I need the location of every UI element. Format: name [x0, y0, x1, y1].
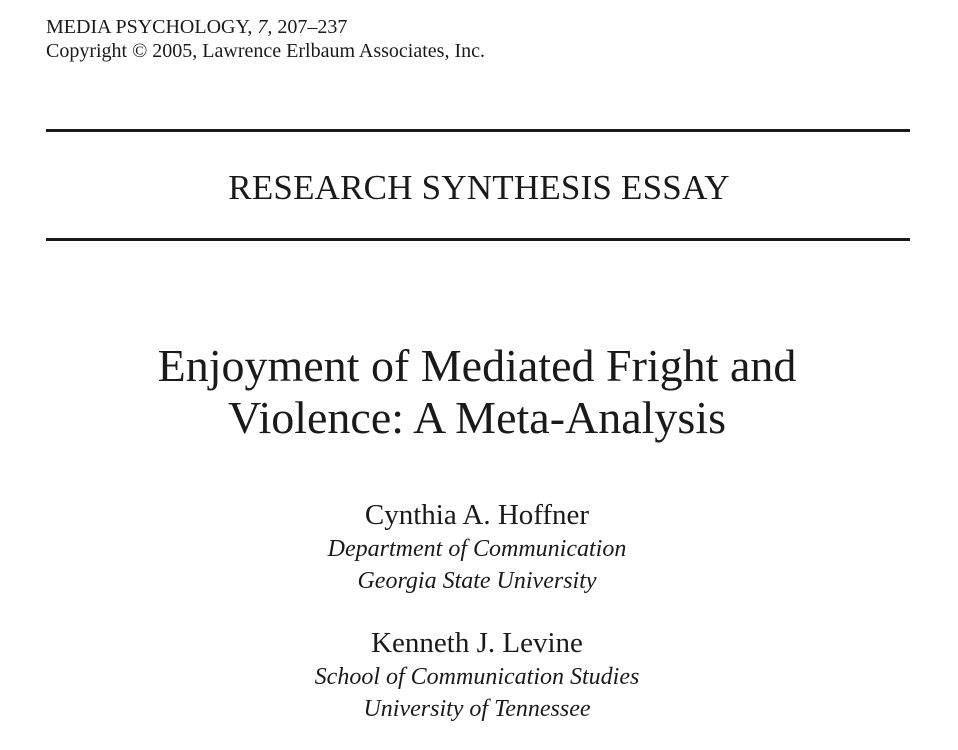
author-name: Kenneth J. Levine [371, 627, 583, 659]
journal-pages: 207–237 [277, 16, 348, 38]
author-name: Cynthia A. Hoffner [364, 499, 590, 531]
running-head [46, 15, 485, 63]
author-block-1 [0, 497, 954, 597]
copyright-line: Copyright © 2005, Lawrence Erlbaum Associates, Inc. [46, 40, 485, 62]
title-line-1: Enjoyment of Mediated Fright and [157, 340, 797, 391]
author-block-2 [0, 625, 954, 725]
journal-citation [46, 15, 485, 39]
author-department: School of Communication Studies [314, 664, 640, 690]
title-line-2: Violence: A Meta-Analysis [227, 392, 727, 443]
journal-name: MEDIA PSYCHOLOGY, [46, 16, 253, 38]
author-institution: University of Tennessee [363, 696, 591, 722]
paper-title [0, 340, 954, 444]
section-label: RESEARCH SYNTHESIS ESSAY [228, 168, 730, 207]
author-department: Department of Communication [327, 536, 627, 562]
journal-volume: 7, [257, 16, 273, 38]
author-institution: Georgia State University [357, 568, 597, 594]
bottom-rule [46, 238, 910, 241]
top-rule [46, 129, 910, 132]
